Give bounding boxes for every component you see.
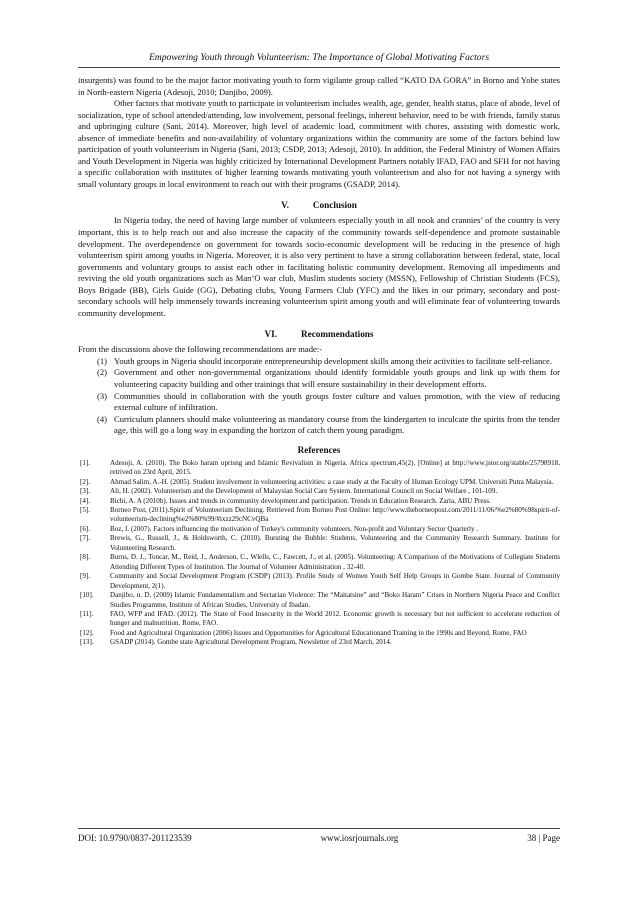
reference-number: [1]. [80,458,91,467]
recommendation-number: (2) [97,367,107,378]
reference-item [78,497,560,506]
page-content [78,52,560,648]
recommendations-list [78,356,560,437]
reference-number: [9]. [80,572,91,581]
recommendation-number: (3) [97,390,107,401]
reference-item [78,572,560,591]
reference-text: GSADP (2014). Gombe state Agricultural Development Program, Newsletter of 23rd March, 2014. [110,638,392,647]
reference-item [78,638,560,647]
reference-number: [8]. [80,553,91,562]
recommendation-item [78,414,560,437]
reference-item [78,534,560,553]
reference-text: Danjibo, n. D. (2009) Islamic Fundamentalism and Sectarian Violence: The “Maitatsine” and “Boko Haram” Crises in Northern Nigeria Peace and Conflict Studies Programme, Institute of African Studies, University of Ibadan. [110,591,560,609]
reference-number: [13]. [80,638,94,647]
recommendation-number: (1) [97,355,107,366]
reference-text: Food and Agricultural Organization (2006) Issues and Opportunities for Agricultural Educationand Training in the 1990s and Beyond. Rome, FAO [110,628,527,637]
recommendations-title: Recommendations [301,329,374,340]
reference-item [78,591,560,610]
references-list [78,459,560,648]
recommendation-item [78,391,560,414]
reference-item [78,629,560,638]
conclusion-title: Conclusion [312,200,357,211]
conclusion-paragraph: In Nigeria today, the need of having large number of volunteers especially youth in all nook and crannies’ of the country is very important, this is to help reach out and also increase the capacity of the community towards self-dependence and promote sustainable development. The overdependence on government for towards socio-economic development will be reducing in the presence of high volunteerism spirit among youths in Nigeria. Moreover, it is also very pertinent to have a strong collaboration between federal, state, local governments and voluntary groups to assist each other in facilitating holistic community development. Removing all impediments and reviving the old youth organizations such as Man’O war club, Muslim students society (MSSN), Fellowship of Christian Students (FCS), Boys Brigade (BB), Girls Guide (GG), Debating clubs, Young Farmers Club (YFC) and the likes in our primary, secondary and post-secondary schools will help immensely towards increasing volunteerism spirit among youth and will eliminate fear of volunteering towards community development. [78,215,560,318]
reference-item [78,525,560,534]
recommendations-number: VI. [264,329,278,340]
body-paragraph-1: insurgents) was found to be the major factor motivating youth to form vigilante group called “KATO DA GORA” in Borno and Yobe states in North-eastern Nigeria (Adesoji, 2010; Danjibo, 2009). [78,75,560,97]
footer-website: www.iosrjournals.org [320,833,399,843]
conclusion-number: V. [281,200,289,211]
reference-number: [5]. [80,506,91,515]
reference-text: Community and Social Development Program (CSDP) (2013). Profile Study of Women Youth Self Help Groups in Gombe State. Journal of Community Development, 2(1). [110,572,560,590]
reference-text: Adesoji, A. (2010). The Boko haram uprisng and Islamic Revivalism in Nigeria. Africa spectrum,45(2). [Online] at http://www.jstor.org/stable/25798918, retrived on 23rd April, 2015. [110,458,560,477]
reference-number: [12]. [80,628,94,637]
reference-number: [11]. [80,610,94,619]
reference-text: Bichi, A. A (2010b). Issues and trends in community development and participation. Trends in Education Research. Zaria, ABU Press. [110,496,491,505]
recommendation-text: Communities should in collaboration with the youth groups foster culture and values promotion, with the view of reducing external culture of infiltration. [114,390,560,413]
reference-number: [2]. [80,477,91,486]
recommendations-intro: From the discussions above the following recommendations are made:- [78,344,323,355]
reference-item [78,478,560,487]
reference-text: Ahmad Salim, A.-H. (2005). Student involvement in volunteering activities: a case study at the Faculty of Human Ecology UPM. Universiti Putra Malaysia. [110,477,554,486]
reference-item [78,487,560,496]
recommendation-number: (4) [97,413,107,424]
recommendation-text: Curriculum planners should make volunteering as mandatory course from the kindergarten to inculcate the spirits from the tender age, this will go a long way in expanding the horizon of catch them young paradigm. [114,413,560,436]
running-header: Empowering Youth through Volunteerism: The Importance of Global Motivating Factors [78,52,560,68]
reference-item [78,553,560,572]
reference-number: [10]. [80,591,94,600]
recommendation-item [78,356,560,368]
footer-page-number: 38 | Page [527,833,560,843]
reference-item [78,459,560,478]
reference-item [78,610,560,629]
reference-number: [4]. [80,496,91,505]
page-footer [78,828,560,844]
reference-text: Borneo Post, (2011).Spirit of Volunteerism Declining. Retrieved from Borneo Post Online: http://www.theborneopost.com/2011/11/06/%e2%80%98spirit-of-volunteerism-declining%e2%80%99/#ixzz29cNCvQBa [110,506,560,524]
conclusion-heading [78,199,560,211]
reference-item [78,506,560,525]
reference-text: Ali, H. (2002). Volunteerism and the Development of Malaysian Social Care System. International Council on Social Welfare , 101-109. [110,487,498,496]
reference-text: Brewis, G., Russell, J., & Holdsworth, C. (2010). Bursting the Bubble: Students, Volunteering and the Community Research Summary. Institute for Volunteering Research. [110,534,560,552]
reference-text: Boz, I. (2007). Factors influencing the motivation of Turkey's community volunteers. Non-profit and Voluntary Sector Quarterly . [110,524,479,533]
body-paragraph-2: Other factors that motivate youth to participate in volunteerism includes wealth, age, gender, health status, place of abode, level of socialization, type of school attended/attending, low involvement, personal feelings, inherent behavior, need to be with friends, family status and upbringing culture (Sani, 2014). Moreover, high level of academic load, commitment with chores, assisting with domestic work, absence of immediate benefits and non-availability of voluntary organizations within the community are some of the factors behind low participation of youth volunteerism in Nigeria (Sani, 2013; CSDP, 2013; Adesoji, 2010). In addition, the Federal Ministry of Women Affairs and Youth Development in Nigeria was highly criticized by International Development Partners notably IFAD, FAO and SFH for not having a specific collaboration with institutes of higher learning towards motivating youth volunteerism and also for not having a synergy with small voluntary groups in local environment to reach out with their programs (GSADP, 2014). [78,98,560,189]
reference-number: [6]. [80,524,91,533]
recommendation-item [78,367,560,390]
reference-number: [7]. [80,534,91,543]
reference-number: [3]. [80,487,91,496]
recommendation-text: Youth groups in Nigeria should incorporate entrepreneurship development skills among their activities to facilitate self-reliance. [114,355,552,366]
reference-text: FAO, WFP and IFAD. (2012). The State of Food Insecurity in the World 2012. Economic growth is necessary but not sufficient to accelerate reduction of hunger and malnutrition. Rome, FAO. [110,610,560,628]
references-heading: References [297,444,341,455]
footer-doi: DOI: 10.9790/0837-201123539 [78,833,192,843]
reference-text: Burns, D. J., Toncar, M., Reid, J., Anderson, C., Wlells, C., Fawcett, J., et al. (2005). Volunteering: A Comparison of the Motivations of Collegiate Students Attending Different Types of Institution. The Journal of Volunteer Administration , 32-40. [110,553,560,571]
recommendations-heading [78,328,560,340]
recommendation-text: Government and other non-governmental organizations should identify formidable youth groups and link up with them for volunteering capacity building and other trainings that will ensure sustainability in their development efforts. [114,367,560,390]
